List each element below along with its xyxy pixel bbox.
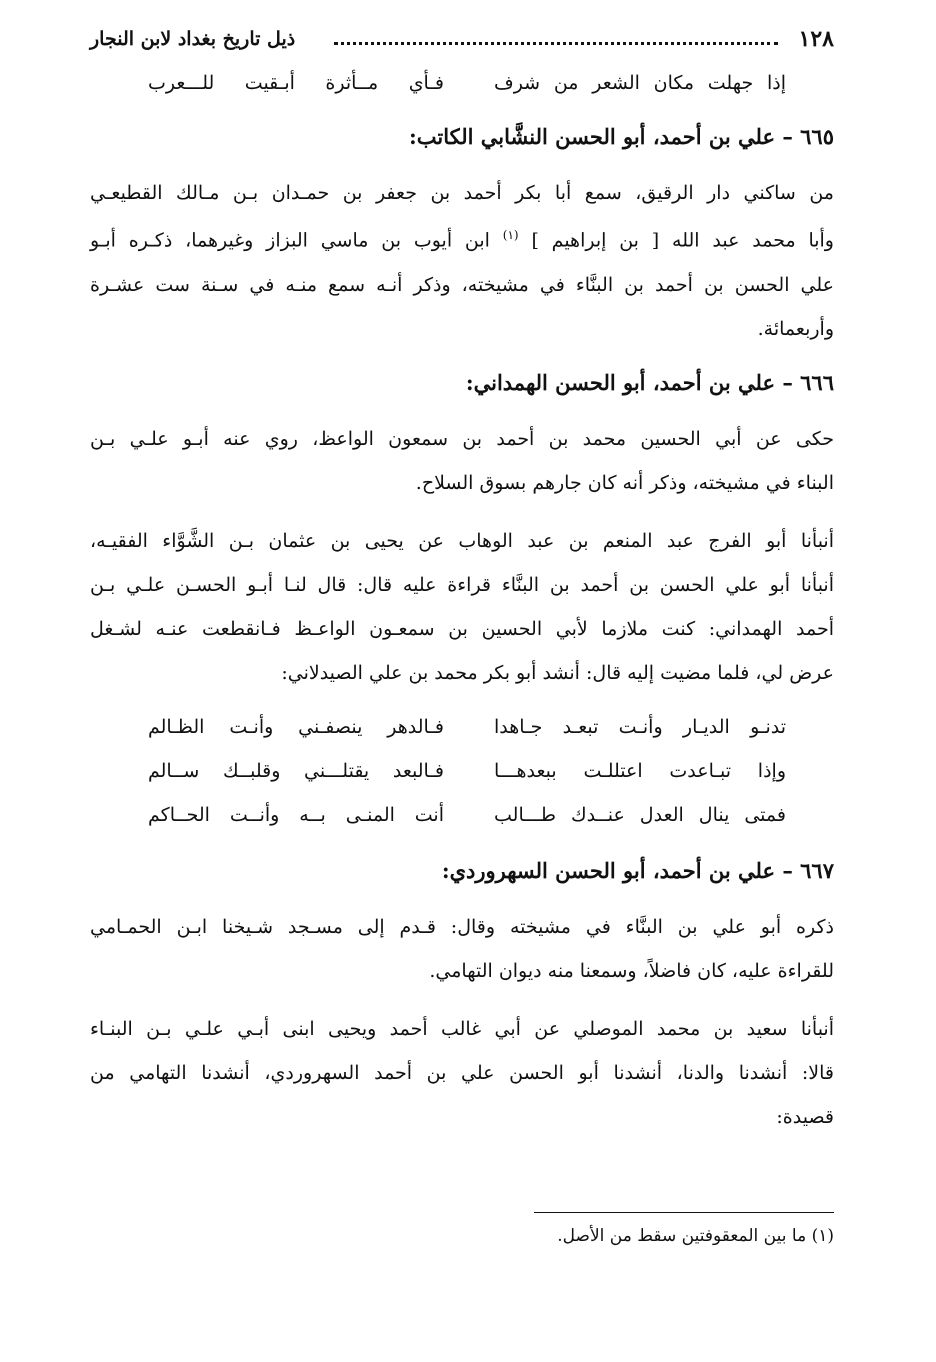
intro-verse-second: فـأي مــأثرة أبـقيت للـــعرب [148,72,444,94]
verse-3-second: أنت المنـى بــه وأنــت الحــاكم [148,804,444,826]
running-title: ذيل تاريخ بغداد لابن النجار [90,28,296,50]
entry-666-p1-line-2: البناء في مشيخته، وذكر أنه كان جارهم بسوق السلاح. [415,472,834,494]
entry-665-line-2-b: ابن أيوب بن ماسي البزاز وغيرهما، ذكـره أبـو [90,229,490,252]
entry-666-p2-line-1: أنبأنا أبو الفرج عبد المنعم بن عبد الوهاب عن يحيى بن عثمان بـن الشَّوَّاء الفقيـه، [90,530,834,552]
verse-3-first: فمتى ينال العدل عنــدك طـــالب [494,804,786,826]
document-page [90,0,834,1362]
entry-666-p2-line-3: أحمد الهمداني: كنت ملازما لأبي الحسين بن سمعـون الواعـظ فـانقطعت عنـه لشـغل [90,618,834,640]
entry-667-p1-line-1: ذكره أبو علي بن البنَّاء في مشيخته وقال: قـدم إلى مسـجد شـيخنا ابـن الحمـامي [90,916,834,938]
intro-verse-first: إذا جهلت مكان الشعر من شرف [494,72,786,94]
entry-667-p2-line-3: قصيدة: [776,1106,834,1128]
verse-1-second: فـالدهر ينصفـني وأنـت الظـالم [148,716,444,738]
entry-666-p1-line-1: حكى عن أبي الحسين محمد بن أحمد بن سمعون الواعظ، روي عنه أبـو علـي بـن [90,428,834,450]
entry-665-heading: ٦٦٥ – علي بن أحمد، أبو الحسن النشَّابي الكاتب: [409,124,834,149]
header-dotted-leader [334,42,778,45]
entry-667-p1-line-2: للقراءة عليه، كان فاضلاً، وسمعنا منه ديوان التهامي. [429,960,834,982]
entry-666-p2-line-2: أنبأنا أبو علي الحسن بن أحمد بن البنَّاء قراءة عليه قال: قال لنـا أبـو الحسـن علـي بـن [90,574,834,596]
entry-666-heading: ٦٦٦ – علي بن أحمد، أبو الحسن الهمداني: [465,370,834,395]
entry-666-p2-line-4: عرض لي، فلما مضيت إليه قال: أنشد أبو بكر محمد بن علي الصيدلاني: [281,662,834,684]
entry-665-line-3: علي الحسن بن أحمد بن البنَّاء في مشيخته، وذكر أنـه سمع منـه في سـنة ست عشـرة [90,274,834,296]
entry-665-line-4: وأربعمائة. [757,318,834,340]
footnote: (١) ما بين المعقوفتين سقط من الأصل. [557,1226,834,1246]
verse-2-second: فـالبعد يقتلـــني وقلبــك ســالم [148,760,444,782]
footnote-reference: (١) [502,228,519,242]
page-header [90,26,834,56]
entry-665-line-1: من ساكني دار الرقيق، سمع أبا بكر أحمد بن جعفر بن حمـدان بـن مـالك القطيعـي [90,182,834,204]
footnote-rule [534,1212,834,1213]
verse-1-first: تدنـو الديـار وأنـت تبعـد جـاهدا [494,716,786,738]
entry-665-line-2-a: وأبا محمد عبد الله [ بن إبراهيم ] [531,229,834,252]
entry-665-line-2 [90,228,834,251]
entry-667-p2-line-2: قالا: أنشدنا والدنا، أنشدنا أبو الحسن علي بن أحمد السهروردي، أنشدنا التهامي من [90,1062,834,1084]
entry-667-p2-line-1: أنبأنا سعيد بن محمد الموصلي عن أبي غالب أحمد ويحيى ابنى أبـي علـي بـن البنـاء [90,1018,834,1040]
page-number: ١٢٨ [798,26,834,52]
entry-667-heading: ٦٦٧ – علي بن أحمد، أبو الحسن السهروردي: [441,858,834,883]
verse-2-first: وإذا تبـاعدت اعتللـت ببعدهـــا [494,760,786,782]
